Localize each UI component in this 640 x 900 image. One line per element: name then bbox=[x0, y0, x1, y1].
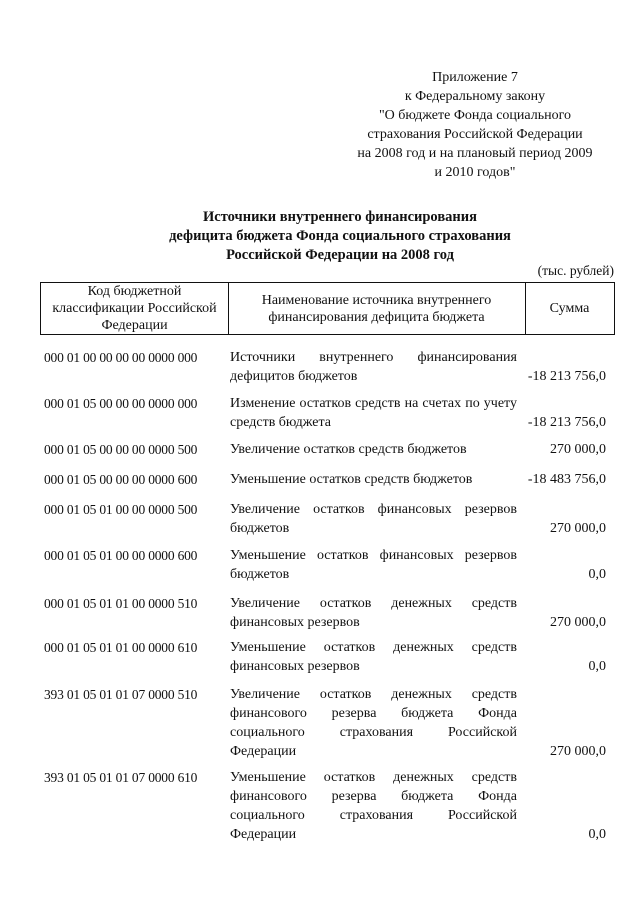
row-sum: -18 483 756,0 bbox=[527, 472, 606, 487]
row-code: 393 01 05 01 01 07 0000 610 bbox=[44, 770, 198, 785]
title-line: Российской Федерации на 2008 год bbox=[226, 247, 454, 263]
header-sum: Сумма bbox=[549, 301, 590, 316]
row-name: Уменьшение остатков средств бюджетов bbox=[230, 472, 473, 487]
row-name: Увеличение остатков средств бюджетов bbox=[230, 442, 467, 457]
row-name: Уменьшение остатков финансовых резервов бюджетов bbox=[230, 548, 517, 582]
appendix-header bbox=[340, 68, 610, 182]
row-sum: 0,0 bbox=[588, 827, 606, 842]
appendix-line: и 2010 годов" bbox=[434, 165, 516, 180]
row-sum: 0,0 bbox=[588, 659, 606, 674]
row-code: 000 01 05 01 01 00 0000 610 bbox=[44, 640, 198, 655]
document-title bbox=[100, 208, 580, 265]
appendix-line: страхования Российской Федерации bbox=[367, 127, 583, 142]
row-name: Увеличение остатков денежных средств финансовых резервов bbox=[230, 596, 517, 630]
header-code: Код бюджетной классификации Российской Федерации bbox=[41, 283, 229, 334]
row-code: 000 01 05 01 00 00 0000 500 bbox=[44, 502, 198, 517]
row-name: Увеличение остатков денежных средств финансового резерва бюджета Фонда социального страхования Российской Федерации bbox=[230, 687, 517, 759]
row-name: Уменьшение остатков денежных средств финансовых резервов bbox=[230, 640, 517, 674]
units-note: (тыс. рублей) bbox=[537, 263, 614, 278]
row-name: Увеличение остатков финансовых резервов бюджетов bbox=[230, 502, 517, 536]
row-sum: -18 213 756,0 bbox=[527, 369, 606, 384]
table-header bbox=[40, 282, 615, 335]
appendix-line: к Федеральному закону bbox=[404, 89, 546, 104]
row-sum: 0,0 bbox=[588, 567, 606, 582]
row-sum: 270 000,0 bbox=[550, 521, 606, 536]
appendix-line: Приложение 7 bbox=[432, 70, 518, 85]
row-code: 393 01 05 01 01 07 0000 510 bbox=[44, 687, 198, 702]
title-line: дефицита бюджета Фонда социального страхования bbox=[169, 228, 511, 244]
row-code: 000 01 05 00 00 00 0000 600 bbox=[44, 472, 198, 487]
row-code: 000 01 00 00 00 00 0000 000 bbox=[44, 350, 198, 365]
row-code: 000 01 05 00 00 00 0000 500 bbox=[44, 442, 198, 457]
appendix-line: на 2008 год и на плановый период 2009 bbox=[357, 146, 593, 161]
row-sum: 270 000,0 bbox=[550, 442, 606, 457]
row-sum: 270 000,0 bbox=[550, 744, 606, 759]
title-line: Источники внутреннего финансирования bbox=[203, 209, 477, 225]
row-code: 000 01 05 01 00 00 0000 600 bbox=[44, 548, 198, 563]
appendix-line: "О бюджете Фонда социального bbox=[378, 108, 572, 123]
row-sum: -18 213 756,0 bbox=[527, 415, 606, 430]
row-name: Источники внутреннего финансирования дефицитов бюджетов bbox=[230, 350, 517, 384]
row-code: 000 01 05 01 01 00 0000 510 bbox=[44, 596, 198, 611]
row-name: Изменение остатков средств на счетах по учету средств бюджета bbox=[230, 396, 517, 430]
header-name: Наименование источника внутреннего финансирования дефицита бюджета bbox=[228, 283, 526, 334]
row-code: 000 01 05 00 00 00 0000 000 bbox=[44, 396, 198, 411]
row-sum: 270 000,0 bbox=[550, 615, 606, 630]
row-name: Уменьшение остатков денежных средств финансового резерва бюджета Фонда социального страхования Российской Федерации bbox=[230, 770, 517, 842]
